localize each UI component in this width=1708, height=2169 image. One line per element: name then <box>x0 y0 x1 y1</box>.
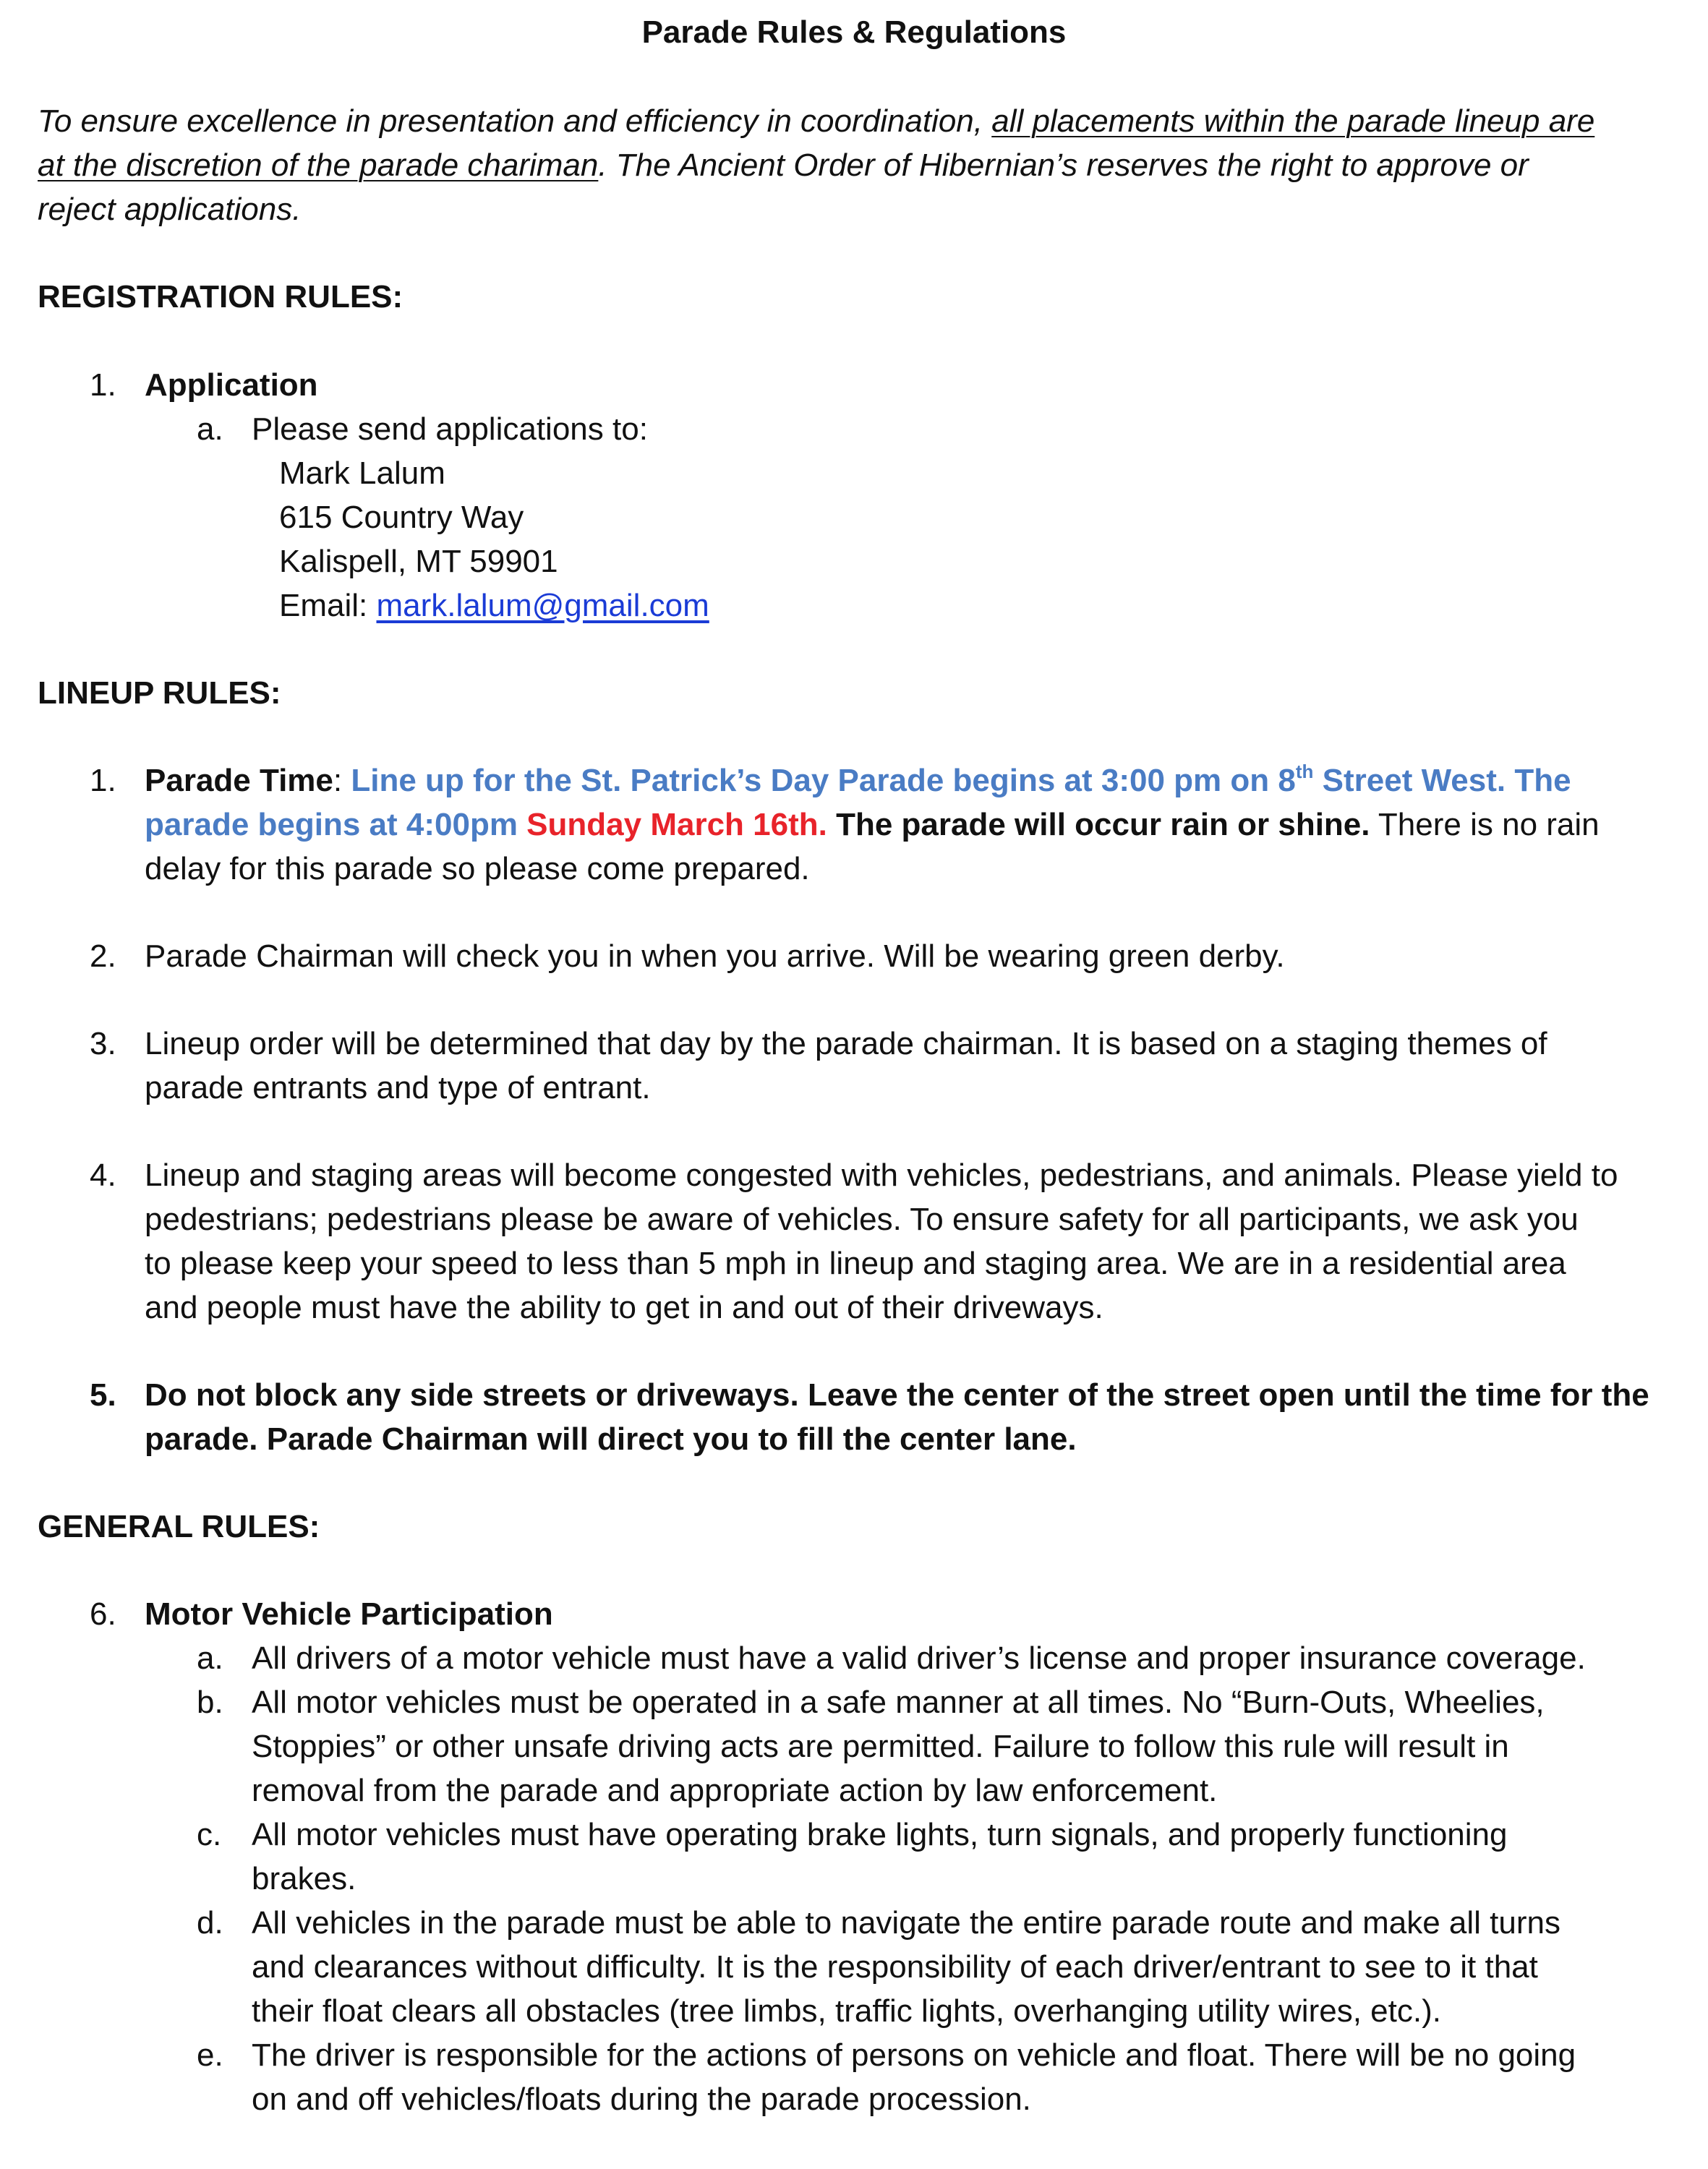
lineup-rule-1-line-2 <box>145 803 1600 847</box>
parade-start-text: parade begins at 4:00pm <box>145 807 527 842</box>
intro-underlined-text: at the discretion of the parade chariman <box>38 147 599 183</box>
address-street: 615 Country Way <box>279 500 524 535</box>
rule-text: All motor vehicles must have operating brake lights, turn signals, and properly functioning <box>252 1817 1508 1852</box>
intro-text: To ensure excellence in presentation and efficiency in coordination, <box>38 103 992 139</box>
list-number: 6. <box>90 1596 116 1632</box>
address-city: Kalispell, MT 59901 <box>279 544 558 579</box>
lineup-heading: LINEUP RULES: <box>38 675 281 711</box>
parade-date-text: Sunday March 16th. <box>526 807 827 842</box>
email-link[interactable]: mark.lalum@gmail.com <box>376 588 709 623</box>
lineup-time-text: Line up for the St. Patrick’s Day Parade begins at 3:00 pm on 8 <box>351 763 1296 798</box>
street-text: Street West. The <box>1313 763 1571 798</box>
email-label: Email: <box>279 588 377 623</box>
registration-heading: REGISTRATION RULES: <box>38 279 403 315</box>
rain-or-shine-text: The parade will occur rain or shine. <box>827 807 1370 842</box>
rule-text: All drivers of a motor vehicle must have a valid driver’s license and proper insurance coverage. <box>252 1640 1586 1676</box>
sub-item-letter: c. <box>197 1817 222 1852</box>
sub-item-letter: e. <box>197 2037 223 2073</box>
sub-item-letter: b. <box>197 1685 223 1720</box>
send-text: Please send applications to: <box>252 411 648 447</box>
page-title: Parade Rules & Regulations <box>641 14 1067 50</box>
ordinal-suffix: th <box>1295 761 1314 782</box>
intro-line-3: reject applications. <box>38 192 302 227</box>
rule-text: Lineup and staging areas will become congested with vehicles, pedestrians, and animals. Please yield to <box>145 1158 1618 1193</box>
list-number: 1. <box>90 367 116 403</box>
application-title: Application <box>145 367 318 403</box>
colon: : <box>333 763 351 798</box>
rule-text: removal from the parade and appropriate action by law enforcement. <box>252 1773 1218 1808</box>
rule-text: Do not block any side streets or driveways. Leave the center of the street open until the time for the <box>145 1377 1649 1413</box>
intro-text: . The Ancient Order of Hibernian’s reserves the right to approve or <box>598 147 1529 183</box>
rule-text: and people must have the ability to get in and out of their driveways. <box>145 1290 1103 1325</box>
rule-text: Stoppies” or other unsafe driving acts are permitted. Failure to follow this rule will result in <box>252 1729 1509 1764</box>
rule-text: parade entrants and type of entrant. <box>145 1070 651 1105</box>
sub-item-letter: a. <box>197 1640 223 1676</box>
list-number: 3. <box>90 1026 116 1061</box>
rule-text: to please keep your speed to less than 5 mph in lineup and staging area. We are in a residential area <box>145 1246 1566 1281</box>
rule-text <box>145 758 1571 803</box>
rule-text: their float clears all obstacles (tree limbs, traffic lights, overhanging utility wires, etc.). <box>252 1993 1441 2029</box>
rule-text: Parade Chairman will check you in when you arrive. Will be wearing green derby. <box>145 938 1285 974</box>
list-number: 5. <box>90 1377 116 1413</box>
rule-text: brakes. <box>252 1861 356 1896</box>
address-name: Mark Lalum <box>279 455 445 491</box>
list-number: 4. <box>90 1158 116 1193</box>
rule-text: All vehicles in the parade must be able to navigate the entire parade route and make all turns <box>252 1905 1560 1941</box>
sub-item-letter: d. <box>197 1905 223 1941</box>
rule-text: Lineup order will be determined that day by the parade chairman. It is based on a staging themes of <box>145 1026 1547 1061</box>
rule-text: on and off vehicles/floats during the parade procession. <box>252 2082 1031 2117</box>
sub-item-letter: a. <box>197 411 223 447</box>
rule-text: and clearances without difficulty. It is the responsibility of each driver/entrant to see to it that <box>252 1949 1538 1985</box>
intro-line-1 <box>38 99 1594 143</box>
list-number: 2. <box>90 938 116 974</box>
address-email-line <box>279 583 709 628</box>
rule-text: parade. Parade Chairman will direct you to fill the center lane. <box>145 1421 1077 1457</box>
rule-text: pedestrians; pedestrians please be aware of vehicles. To ensure safety for all participants, we ask you <box>145 1202 1579 1237</box>
list-number: 1. <box>90 763 116 798</box>
rule-text: All motor vehicles must be operated in a safe manner at all times. No “Burn-Outs, Wheelies, <box>252 1685 1545 1720</box>
intro-line-2 <box>38 143 1529 187</box>
parade-time-label: Parade Time <box>145 763 333 798</box>
lineup-rule-1-line-3: delay for this parade so please come prepared. <box>145 851 810 886</box>
general-heading: GENERAL RULES: <box>38 1509 320 1544</box>
intro-underlined-text: all placements within the parade lineup are <box>991 103 1595 139</box>
motor-vehicle-title: Motor Vehicle Participation <box>145 1596 553 1632</box>
rule-text: The driver is responsible for the actions of persons on vehicle and float. There will be no going <box>252 2037 1576 2073</box>
rule-text: There is no rain <box>1370 807 1600 842</box>
